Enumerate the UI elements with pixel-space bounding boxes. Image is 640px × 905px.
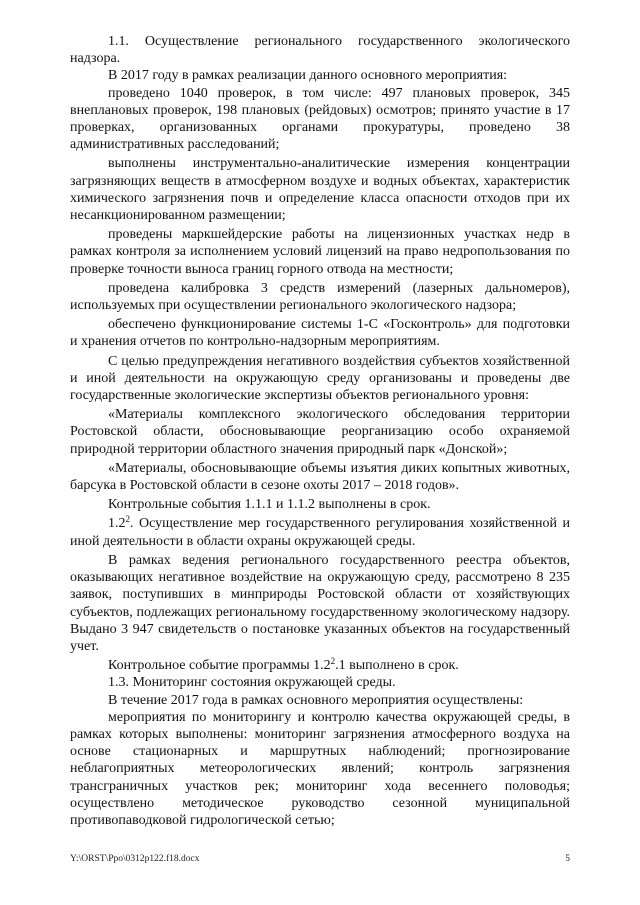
paragraph: проведено 1040 проверок, в том числе: 497 плановых проверок, 345 внеплановых проверок, 198 плановых (рейдовых) осмотров; принято участие в 17 проверках, организованных органами прокуратуры, проведено 38 административных расследований; — [70, 85, 570, 153]
paragraph: С целью предупреждения негативного воздействия субъектов хозяйственной и иной деятельности на окружающую среду организованы и проведены две государственные экологические экспертизы объектов регионального уровня: — [70, 353, 570, 404]
paragraph: обеспечено функционирование системы 1-С «Госконтроль» для подготовки и хранения отчетов по контрольно-надзорным мероприятиям. — [70, 317, 570, 350]
paragraph: «Материалы, обосновывающие объемы изъятия диких копытных животных, барсука в Ростовской области в сезоне охоты 2017 – 2018 годов». — [70, 460, 570, 494]
paragraph: В течение 2017 года в рамках основного мероприятия осуществлены: — [108, 692, 524, 708]
superscript: 2 — [125, 514, 130, 525]
document-body — [70, 33, 570, 829]
footer-file-path: Y:\ORST\Ppo\0312p122.f18.docx — [70, 854, 200, 864]
paragraph: «Материалы комплексного экологического обследования территории Ростовской области, обосновывающие реорганизацию особо охраняемой природной территории областного значения природный парк «Донской»; — [70, 407, 570, 457]
section-number: 1.2 — [108, 516, 126, 532]
heading-1-1: 1.1. Осуществление регионального государственного экологического надзора. — [70, 34, 570, 67]
control-event-paragraph — [70, 657, 570, 674]
paragraph: В 2017 году в рамках реализации данного основного мероприятия: — [108, 68, 508, 84]
paragraph: проведена калибровка 3 средств измерений (лазерных дальномеров), используемых при осуществлении регионального экологического надзора; — [70, 280, 570, 314]
superscript: 2 — [330, 656, 336, 667]
paragraph: проведены маркшейдерские работы на лицензионных участках недр в рамках контроля за исполнением условий лицензий на право недропользования по проверке точности выноса границ горного отвода на местности; — [70, 227, 570, 277]
heading-1-2 — [70, 515, 570, 549]
paragraph: выполнены инструментально-аналитические измерения концентрации загрязняющих веществ в атмосферном воздухе и водных объектах, характеристик химического загрязнения почв и определение класса опасности отходов при их несанкционированном размещении; — [70, 156, 570, 224]
paragraph: В рамках ведения регионального государственного реестра объектов, оказывающих негативное воздействие на окружающую среду, рассмотрено 8 235 заявок, поступивших в минприроды Ростовской области от хозяйствующих субъектов, подлежащих региональному государственному экологическому надзору. Выдано 3 947 свидетельств о постановке указанных объектов на государственный учет. — [70, 552, 570, 654]
control-event-text: Контрольное событие программы 1.2 — [108, 658, 331, 674]
paragraph: мероприятия по мониторингу и контролю качества окружающей среды, в рамках которых выполнены: мониторинг загрязнения атмосферного воздуха на основе стационарных и маршрутных наблюдений; прогнозирование неблагоприятных метеорологических явлений; контроль загрязнения трансграничных участков рек; мониторинг хода весеннего половодья; осуществлено методическое руководство сезонной муниципальной противопаводковой гидрологической сетью; — [70, 709, 570, 828]
section-title: . Осуществление мер государственного регулирования хозяйственной и иной деятельности в области охраны окружающей среды. — [70, 516, 570, 549]
heading-1-3: 1.3. Мониторинг состояния окружающей среды. — [108, 675, 396, 691]
paragraph: Контрольные события 1.1.1 и 1.1.2 выполнены в срок. — [108, 497, 431, 513]
page-number: 5 — [565, 854, 570, 864]
control-event-suffix: .1 выполнено в срок. — [335, 658, 459, 674]
